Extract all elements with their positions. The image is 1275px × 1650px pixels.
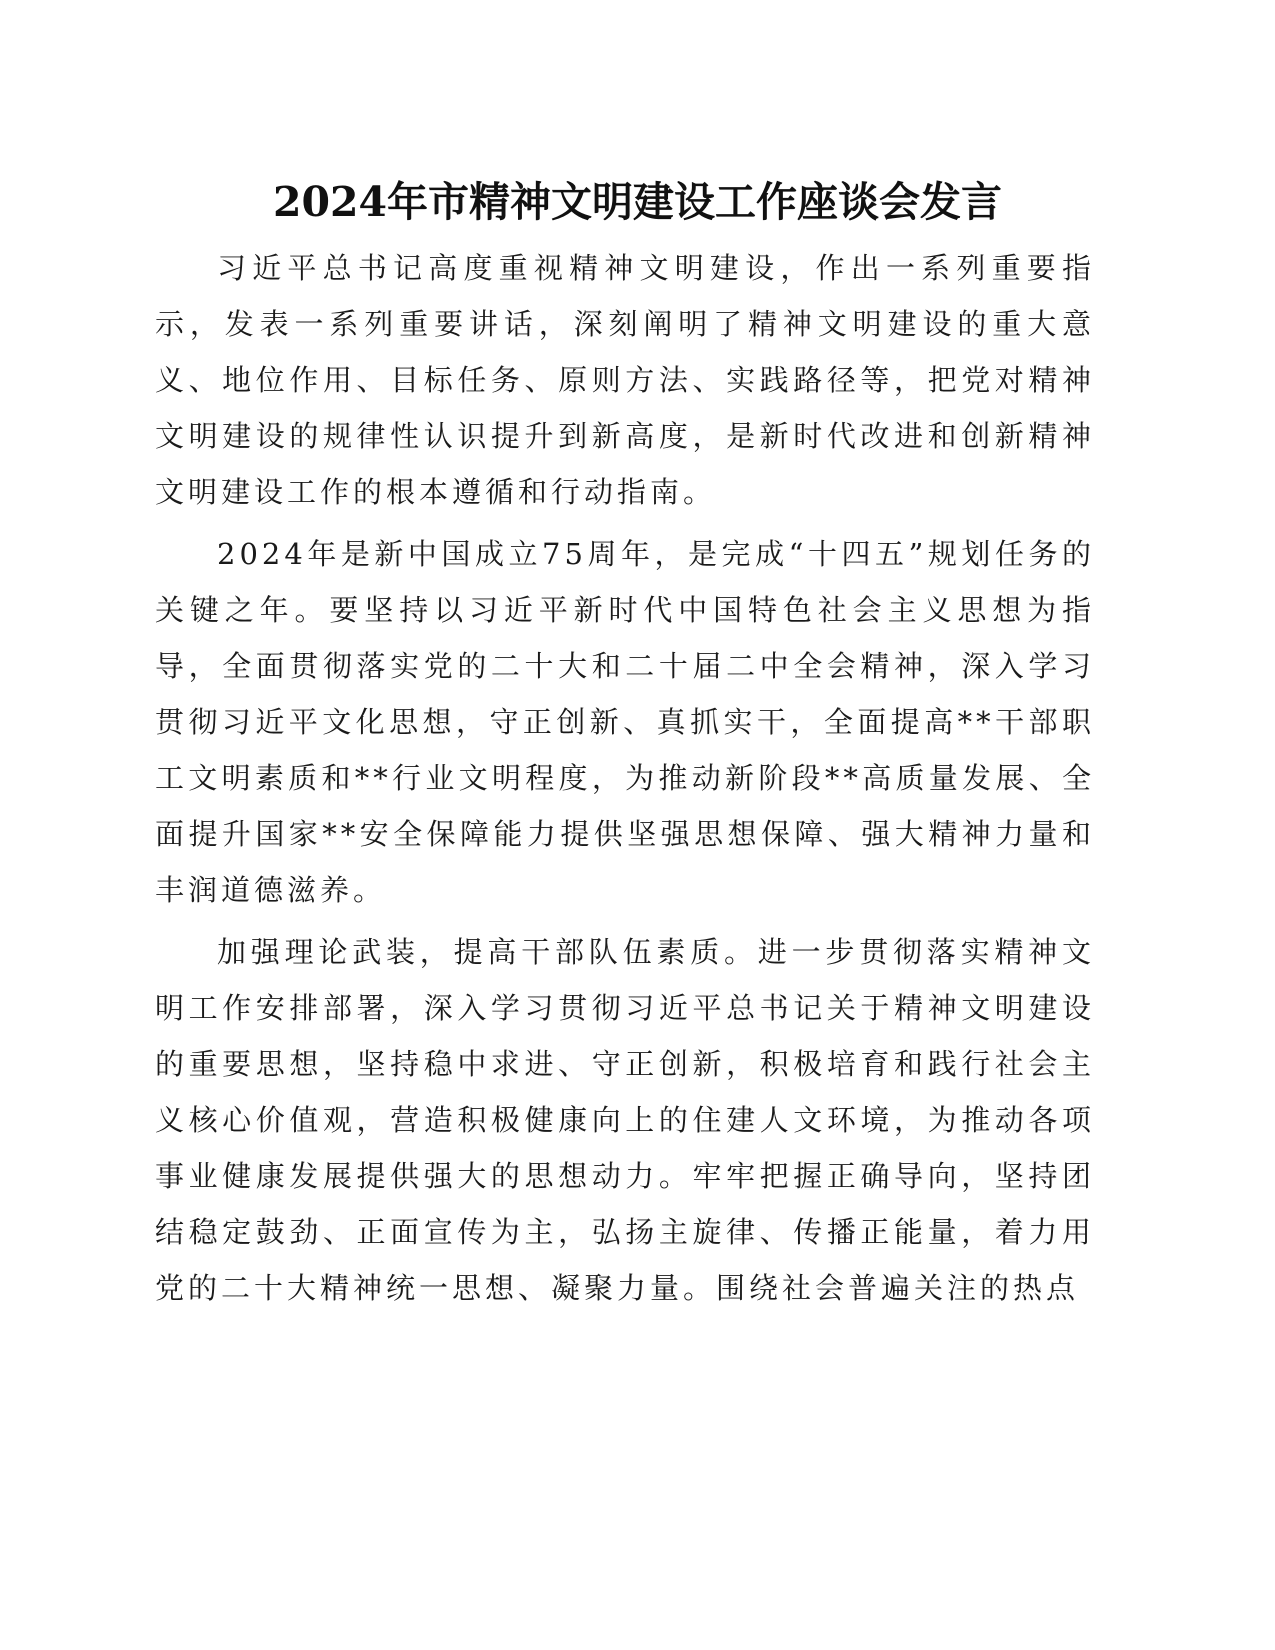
- document-title: 2024年市精神文明建设工作座谈会发言: [272, 178, 1003, 226]
- paragraph-theory-study: 加强理论武装，提高干部队伍素质。进一步贯彻落实精神文明工作安排部署，深入学习贯彻习近平总书记关于精神文明建设的重要思想，坚持稳中求进、守正创新，积极培育和践行社会主义核心价值观，营造积极健康向上的住建人文环境，为推动各项事业健康发展提供强大的思想动力。牢牢把握正确导向，坚持团结稳定鼓劲、正面宣传为主，弘扬主旋律、传播正能量，着力用党的二十大精神统一思想、凝聚力量。围绕社会普遍关注的热点: [155, 935, 1095, 1305]
- paragraph-2024-goals: 2024年是新中国成立75周年，是完成“十四五”规划任务的关键之年。要坚持以习近平新时代中国特色社会主义思想为指导，全面贯彻落实党的二十大和二十届二中全会精神，深入学习贯彻习近平文化思想，守正创新、真抓实干，全面提高**干部职工文明素质和**行业文明程度，为推动新阶段**高质量发展、全面提升国家**安全保障能力提供坚强思想保障、强大精神力量和丰润道德滋养。: [155, 537, 1095, 907]
- paragraph-intro: 习近平总书记高度重视精神文明建设，作出一系列重要指示，发表一系列重要讲话，深刻阐明了精神文明建设的重大意义、地位作用、目标任务、原则方法、实践路径等，把党对精神文明建设的规律性认识提升到新高度，是新时代改进和创新精神文明建设工作的根本遵循和行动指南。: [155, 251, 1095, 509]
- document-body: [155, 240, 1095, 1316]
